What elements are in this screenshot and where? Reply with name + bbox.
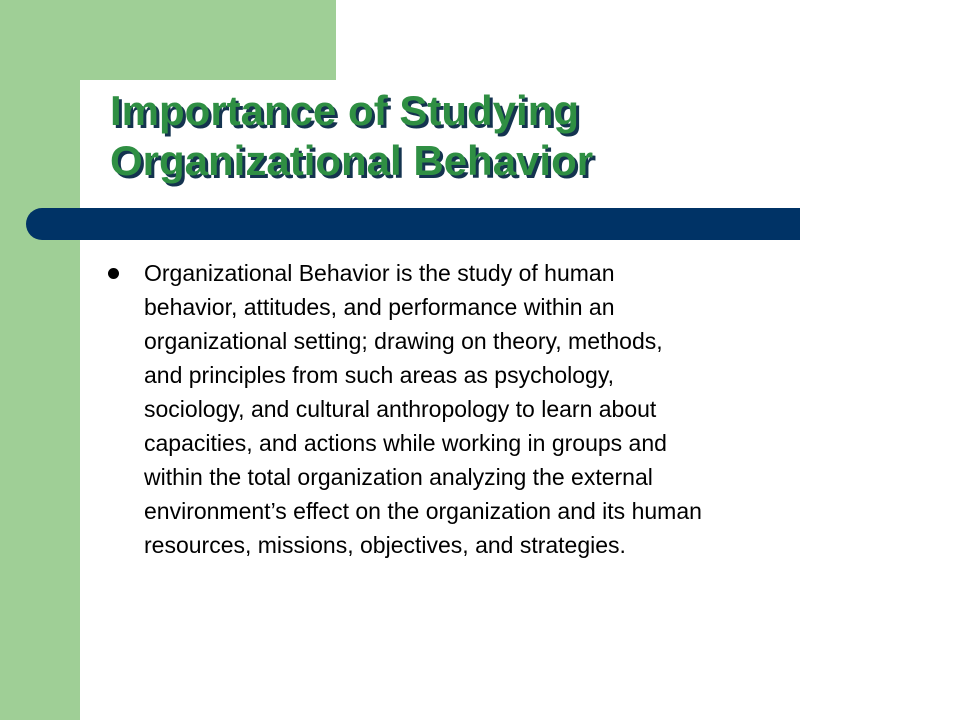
title-divider-bar bbox=[26, 208, 800, 240]
bullet-text-line: and principles from such areas as psychology, bbox=[144, 362, 615, 388]
bullet-text-line: behavior, attitudes, and performance within an bbox=[144, 294, 615, 320]
bullet-text-line: within the total organization analyzing the external bbox=[144, 464, 653, 490]
slide-title bbox=[110, 86, 910, 186]
left-accent-bar bbox=[0, 0, 80, 720]
bullet-text-line: Organizational Behavior is the study of human bbox=[144, 260, 615, 286]
slide-title-line-1: Importance of Studying bbox=[110, 87, 580, 134]
bullet-text-line: capacities, and actions while working in groups and bbox=[144, 430, 667, 456]
top-accent-block bbox=[80, 0, 336, 80]
bullet-text-line: sociology, and cultural anthropology to learn about bbox=[144, 396, 657, 422]
bullet-text-line: resources, missions, objectives, and strategies. bbox=[144, 532, 626, 558]
bullet-text-line: environment’s effect on the organization and its human bbox=[144, 498, 702, 524]
slide-title-line-2: Organizational Behavior bbox=[110, 137, 594, 184]
bullet-item bbox=[104, 256, 924, 562]
bullet-list bbox=[104, 256, 924, 562]
bullet-text-line: organizational setting; drawing on theory, methods, bbox=[144, 328, 663, 354]
bullet-dot-icon bbox=[108, 268, 119, 279]
